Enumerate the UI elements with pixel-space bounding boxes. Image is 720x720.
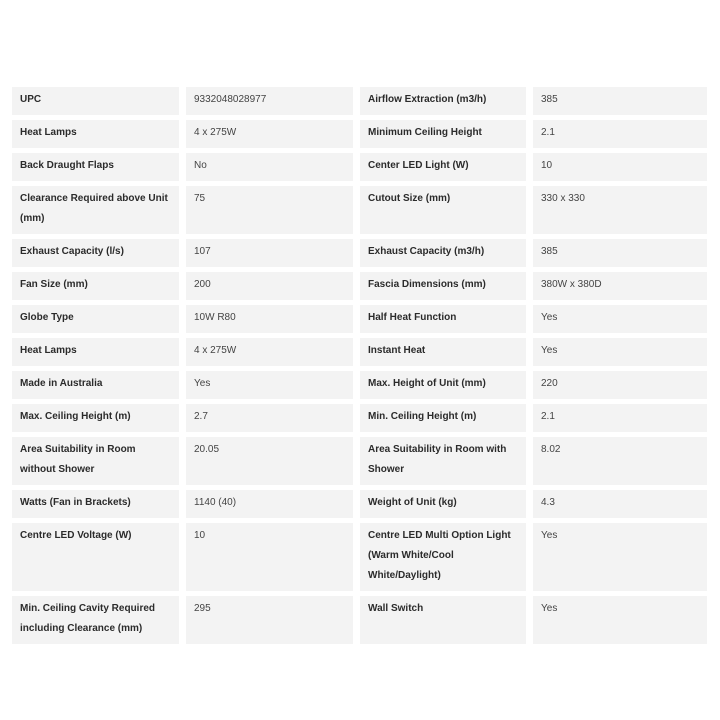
spec-value-max-ceiling-height: 2.7 <box>186 404 353 432</box>
spec-table <box>12 87 711 644</box>
spec-label-exhaust-capacity-ls: Exhaust Capacity (l/s) <box>12 239 179 267</box>
spec-label-instant-heat: Instant Heat <box>360 338 526 366</box>
spec-value-clearance-required: 75 <box>186 186 353 234</box>
spec-label-globe-type: Globe Type <box>12 305 179 333</box>
spec-label-heat-lamps: Heat Lamps <box>12 120 179 148</box>
spec-label-watts: Watts (Fan in Brackets) <box>12 490 179 518</box>
spec-label-center-led-light: Center LED Light (W) <box>360 153 526 181</box>
spec-label-centre-led-voltage: Centre LED Voltage (W) <box>12 523 179 591</box>
spec-value-upc: 9332048028977 <box>186 87 353 115</box>
spec-value-half-heat-function: Yes <box>533 305 707 333</box>
spec-label-airflow-extraction: Airflow Extraction (m3/h) <box>360 87 526 115</box>
spec-label-min-ceiling-height: Min. Ceiling Height (m) <box>360 404 526 432</box>
spec-label-max-height-of-unit: Max. Height of Unit (mm) <box>360 371 526 399</box>
spec-value-area-with-shower: 8.02 <box>533 437 707 485</box>
spec-label-clearance-required: Clearance Required above Unit (mm) <box>12 186 179 234</box>
spec-label-back-draught-flaps: Back Draught Flaps <box>12 153 179 181</box>
spec-value-max-height-of-unit: 220 <box>533 371 707 399</box>
spec-value-weight-of-unit: 4.3 <box>533 490 707 518</box>
spec-value-made-in-australia: Yes <box>186 371 353 399</box>
spec-label-upc: UPC <box>12 87 179 115</box>
spec-value-wall-switch: Yes <box>533 596 707 644</box>
spec-label-area-without-shower: Area Suitability in Room without Shower <box>12 437 179 485</box>
spec-value-back-draught-flaps: No <box>186 153 353 181</box>
spec-value-globe-type: 10W R80 <box>186 305 353 333</box>
spec-value-centre-led-multi-option: Yes <box>533 523 707 591</box>
spec-value-airflow-extraction: 385 <box>533 87 707 115</box>
spec-value-fan-size: 200 <box>186 272 353 300</box>
spec-value-minimum-ceiling-height: 2.1 <box>533 120 707 148</box>
spec-label-made-in-australia: Made in Australia <box>12 371 179 399</box>
spec-label-centre-led-multi-option: Centre LED Multi Option Light (Warm White/Cool White/Daylight) <box>360 523 526 591</box>
spec-value-watts: 1140 (40) <box>186 490 353 518</box>
spec-value-center-led-light: 10 <box>533 153 707 181</box>
spec-label-min-ceiling-cavity: Min. Ceiling Cavity Required including Clearance (mm) <box>12 596 179 644</box>
spec-value-exhaust-capacity-m3h: 385 <box>533 239 707 267</box>
spec-label-half-heat-function: Half Heat Function <box>360 305 526 333</box>
spec-label-heat-lamps-2: Heat Lamps <box>12 338 179 366</box>
spec-label-minimum-ceiling-height: Minimum Ceiling Height <box>360 120 526 148</box>
spec-value-instant-heat: Yes <box>533 338 707 366</box>
spec-label-max-ceiling-height: Max. Ceiling Height (m) <box>12 404 179 432</box>
spec-value-area-without-shower: 20.05 <box>186 437 353 485</box>
spec-value-exhaust-capacity-ls: 107 <box>186 239 353 267</box>
spec-label-weight-of-unit: Weight of Unit (kg) <box>360 490 526 518</box>
spec-label-fascia-dimensions: Fascia Dimensions (mm) <box>360 272 526 300</box>
spec-label-area-with-shower: Area Suitability in Room with Shower <box>360 437 526 485</box>
spec-value-fascia-dimensions: 380W x 380D <box>533 272 707 300</box>
spec-value-min-ceiling-height: 2.1 <box>533 404 707 432</box>
spec-value-min-ceiling-cavity: 295 <box>186 596 353 644</box>
spec-label-wall-switch: Wall Switch <box>360 596 526 644</box>
spec-label-cutout-size: Cutout Size (mm) <box>360 186 526 234</box>
spec-value-heat-lamps-2: 4 x 275W <box>186 338 353 366</box>
spec-value-centre-led-voltage: 10 <box>186 523 353 591</box>
spec-label-fan-size: Fan Size (mm) <box>12 272 179 300</box>
spec-value-cutout-size: 330 x 330 <box>533 186 707 234</box>
spec-value-heat-lamps: 4 x 275W <box>186 120 353 148</box>
spec-label-exhaust-capacity-m3h: Exhaust Capacity (m3/h) <box>360 239 526 267</box>
